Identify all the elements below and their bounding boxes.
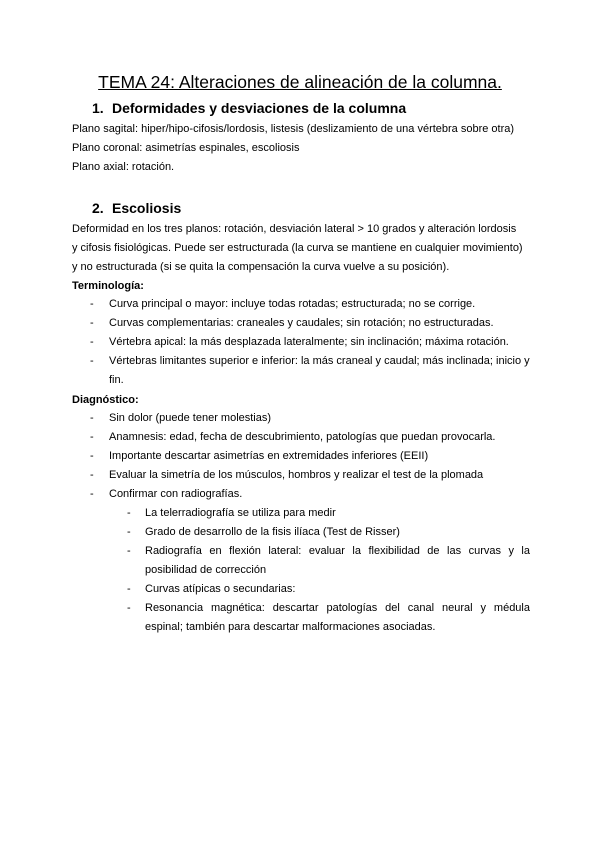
bullet-dash: - — [90, 431, 94, 443]
section-1-line: Plano coronal: asimetrías espinales, escoliosis — [72, 142, 300, 154]
bullet-dash: - — [127, 583, 131, 595]
bullet-dash: - — [90, 336, 94, 348]
section-2-intro-line: Deformidad en los tres planos: rotación, desviación lateral > 10 grados y alteración lordosis — [72, 223, 517, 235]
radiografia-item: - Radiografía en flexión lateral: evaluar la flexibilidad de las curvas y la posibilidad de corrección — [127, 542, 530, 580]
terminologia-item: - Vértebras limitantes superior e inferior: la más craneal y caudal; más inclinada; inicio y fin. — [90, 352, 530, 390]
radiografia-item: - Curvas atípicas o secundarias: — [127, 580, 530, 599]
bullet-dash: - — [127, 526, 131, 538]
bullet-dash: - — [90, 355, 94, 367]
section-2-heading — [92, 199, 181, 217]
section-1-line: Plano axial: rotación. — [72, 161, 175, 173]
section-2-intro-line: y no estructurada (si se quita la compensación la curva vuelve a su posición). — [72, 261, 450, 273]
section-2-intro-line: y cifosis fisiológicas. Puede ser estructurada (la curva se mantiene en cualquier movimiento) — [72, 242, 523, 254]
terminologia-item: - Curvas complementarias: craneales y caudales; sin rotación; no estructuradas. — [90, 314, 530, 333]
diagnostico-item: - Sin dolor (puede tener molestias) — [90, 409, 530, 428]
bullet-dash: - — [90, 317, 94, 329]
bullet-dash: - — [90, 488, 94, 500]
terminologia-item: - Curva principal o mayor: incluye todas rotadas; estructurada; no se corrige. — [90, 295, 530, 314]
section-1-line: Plano sagital: hiper/hipo-cifosis/lordosis, listesis (deslizamiento de una vértebra sobre otra) — [72, 123, 515, 135]
radiografia-item: - La telerradiografía se utiliza para medir — [127, 504, 530, 523]
page-title: TEMA 24: Alteraciones de alineación de la columna. — [98, 72, 502, 92]
bullet-dash: - — [127, 545, 131, 557]
terminologia-label: Terminología: — [72, 280, 144, 292]
bullet-dash: - — [90, 298, 94, 310]
radiografia-item: - Grado de desarrollo de la fisis ilíaca (Test de Risser) — [127, 523, 530, 542]
diagnostico-item: - Anamnesis: edad, fecha de descubrimiento, patologías que puedan provocarla. — [90, 428, 530, 447]
diagnostico-item: - Evaluar la simetría de los músculos, hombros y realizar el test de la plomada — [90, 466, 530, 485]
diagnostico-item: - Importante descartar asimetrías en extremidades inferiores (EEII) — [90, 447, 530, 466]
section-1-heading — [92, 99, 406, 117]
bullet-dash: - — [127, 507, 131, 519]
diagnostico-item: - Confirmar con radiografías. — [90, 485, 530, 504]
section-2-number: 2. — [92, 200, 104, 216]
section-1-title: Deformidades y desviaciones de la columna — [112, 100, 407, 116]
section-1-number: 1. — [92, 100, 104, 116]
diagnostico-label: Diagnóstico: — [72, 394, 139, 406]
section-2-title: Escoliosis — [112, 200, 182, 216]
terminologia-item: - Vértebra apical: la más desplazada lateralmente; sin inclinación; máxima rotación. — [90, 333, 530, 352]
bullet-dash: - — [90, 450, 94, 462]
radiografia-item: - Resonancia magnética: descartar patologías del canal neural y médula espinal; también para descartar malformaciones asociadas. — [127, 599, 530, 637]
bullet-dash: - — [90, 469, 94, 481]
bullet-dash: - — [127, 602, 131, 614]
bullet-dash: - — [90, 412, 94, 424]
